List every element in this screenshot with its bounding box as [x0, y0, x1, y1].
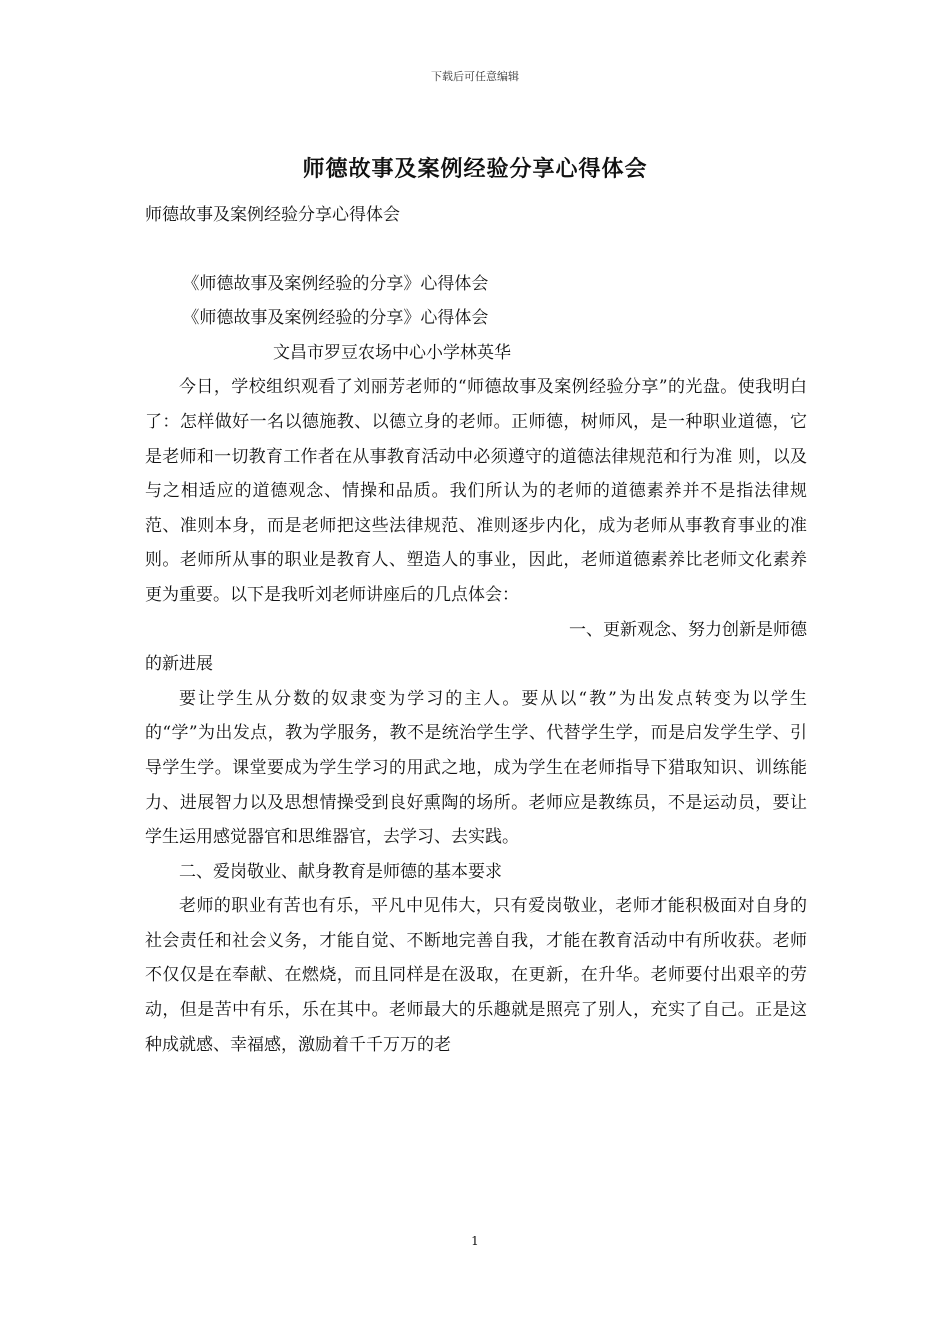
subtitle: 师德故事及案例经验分享心得体会 — [145, 205, 400, 225]
heading-1: 《师德故事及案例经验的分享》心得体会 — [182, 273, 489, 294]
page-header: 下载后可任意编辑 — [431, 70, 519, 83]
document-title: 师德故事及案例经验分享心得体会 — [302, 156, 648, 182]
paragraph-intro: 今日，学校组织观看了刘丽芳老师的“师德故事及案例经验分享”的光盘。使我明白了：怎样做好一名以德施教、以德立身的老师。正师德，树师风，是一种职业道德，它是老师和一切教育工作者在从事教育活动中必须遵守的道德法律规范和行为准 则，以及与之相适应的道德观念、情操和品质。我们所认为的老师的道德素养并不是指法律规范、准则本身，而是老师把这些法律规范、准则逐步内化，成为老师从事教育事业的准则。老师所从事的职业是教育人、塑造人的事业，因此，老师道德素养比老师文化素养更为重要。以下是我听刘老师讲座后的几点体会： — [145, 377, 807, 605]
author-line: 文昌市罗豆农场中心小学林英华 — [273, 342, 511, 363]
section-2-heading: 二、爱岗敬业、献身教育是师德的基本要求 — [179, 861, 502, 882]
paragraph-section-1: 要让学生从分数的奴隶变为学习的主人。要从以“教”为出发点转变为以学生的“学”为出发点，教为学服务，教不是统治学生学、代替学生学，而是启发学生学、引导学生学。课堂要成为学生学习的用武之地，成为学生在老师指导下猎取知识、训练能力、进展智力以及思想情操受到良好熏陶的场所。老师应是教练员，不是运动员，要让学生运用感觉器官和思维器官，去学习、去实践。 — [145, 688, 807, 848]
heading-2: 《师德故事及案例经验的分享》心得体会 — [182, 308, 489, 329]
section-1-heading-continued: 的新进展 — [145, 654, 213, 675]
blank-line — [145, 233, 807, 267]
document-body — [145, 198, 807, 1062]
section-1-heading: 一、更新观念、努力创新是师德 — [569, 619, 807, 640]
paragraph-section-2: 老师的职业有苦也有乐，平凡中见伟大，只有爱岗敬业，老师才能积极面对自身的社会责任和社会义务，才能自觉、不断地完善自我，才能在教育活动中有所收获。老师不仅仅是在奉献、在燃烧，而且同样是在汲取，在更新，在升华。老师要付出艰辛的劳动，但是苦中有乐，乐在其中。老师最大的乐趣就是照亮了别人，充实了自己。正是这种成就感、幸福感，激励着千千万万的老 — [145, 896, 807, 1055]
page-number: 1 — [471, 1234, 479, 1248]
